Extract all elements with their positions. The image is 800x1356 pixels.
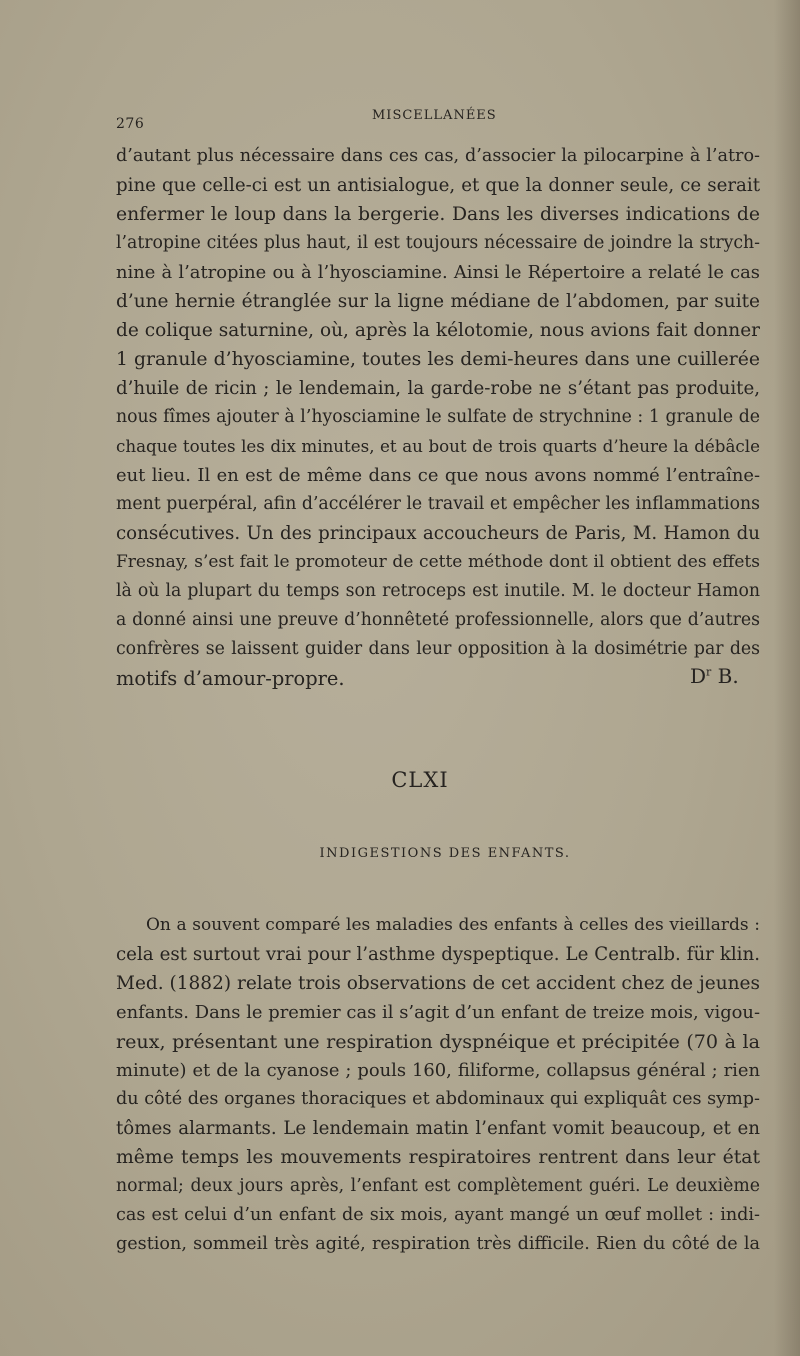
text-line: 1 granule d’hyosciamine, toutes les demi-heures dans une cuillerée [116,349,760,370]
text-line: ment puerpéral, afin d’accélérer le travail et empêcher les inflammations [116,494,760,514]
text-line: de colique saturnine, où, après la kélotomie, nous avions fait donner [116,320,760,341]
text-line: Fresnay, s’est fait le promoteur de cette méthode dont il obtient des effets [116,552,760,572]
text-line: nous fîmes ajouter à l’hyosciamine le sulfate de strychnine : 1 granule de [116,407,760,427]
text-line: motifs d’amour-propre. [116,667,345,690]
text-line: reux, présentant une respiration dyspnéique et précipitée (70 à la [116,1030,760,1053]
text-line: même temps les mouvements respiratoires rentrent dans leur état [116,1147,760,1168]
text-line: d’huile de ricin ; le lendemain, la garde-robe ne s’étant pas produite, [116,378,760,399]
text-line: du côté des organes thoraciques et abdominaux qui expliquât ces symp- [116,1089,760,1109]
text-line: a donné ainsi une preuve d’honnêteté professionnelle, alors que d’autres [116,610,760,630]
text-line: enfants. Dans le premier cas il s’agit d’un enfant de treize mois, vigou- [116,1002,760,1023]
text-line: confrères se laissent guider dans leur opposition à la dosimétrie par des [116,639,760,659]
text-line: chaque toutes les dix minutes, et au bout de trois quarts d’heure la débâcle [116,436,760,456]
signature-superscript: r [706,665,712,679]
text-line: pine que celle-ci est un antisialogue, et que la donner seule, ce serait [116,175,760,196]
page-number: 276 [116,116,145,132]
chapter-title: INDIGESTIONS DES ENFANTS. [319,846,571,861]
signature-suffix: B. [711,664,739,688]
text-line: là où la plupart du temps son retroceps est inutile. M. le docteur Hamon [116,581,760,601]
text-line: Med. (1882) relate trois observations de cet accident chez de jeunes [116,973,760,994]
text-line: minute) et de la cyanose ; pouls 160, filiforme, collapsus général ; rien [116,1060,760,1081]
text-line: l’atropine citées plus haut, il est toujours nécessaire de joindre la strych- [116,233,760,253]
text-line: cas est celui d’un enfant de six mois, ayant mangé un œuf mollet : indi- [116,1205,760,1225]
running-head: MISCELLANÉES [372,108,497,123]
text-line: gestion, sommeil très agité, respiration très difficile. Rien du côté de la [116,1234,760,1254]
text-line: enfermer le loup dans la bergerie. Dans les diverses indications de [116,204,760,225]
text-line: consécutives. Un des principaux accoucheurs de Paris, M. Hamon du [116,523,760,544]
text-line: eut lieu. Il en est de même dans ce que nous avons nommé l’entraîne- [116,465,760,486]
paragraph-indigestions [116,911,760,1259]
text-line: d’une hernie étranglée sur la ligne médiane de l’abdomen, par suite [116,291,760,312]
chapter-number: CLXI [391,768,449,792]
text-line: On a souvent comparé les maladies des enfants à celles des vieillards : [146,915,760,935]
text-line: nine à l’atropine ou à l’hyosciamine. Ainsi le Répertoire a relaté le cas [116,262,760,283]
text-line: d’autant plus nécessaire dans ces cas, d’associer la pilocarpine à l’atro- [116,146,760,166]
signature-prefix: D [690,664,707,688]
author-signature [690,664,739,688]
page-header [116,106,736,130]
text-line: normal; deux jours après, l’enfant est complètement guéri. Le deuxième [116,1176,760,1196]
page-edge-shadow [774,0,800,1356]
text-line: cela est surtout vrai pour l’asthme dyspeptique. Le Centralb. für klin. [116,944,760,965]
paragraph-dosimetry [116,142,760,693]
text-line: tômes alarmants. Le lendemain matin l’enfant vomit beaucoup, et en [116,1118,760,1139]
